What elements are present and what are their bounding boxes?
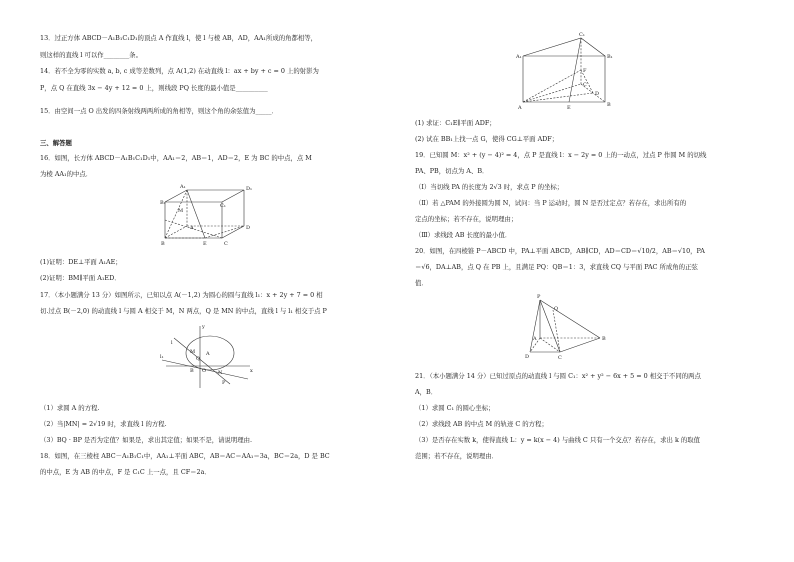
q19-line-2: PA、PB，切点为 A、B． [415, 167, 489, 175]
q21-part-3: （3）是否存在实数 k，使得直线 L：y = k(x − 4) 与曲线 C 只有一个交点？若存在，求出 k 的取值 [415, 436, 701, 444]
fig17-label-A: A [206, 351, 210, 357]
q19-part-2-cont: 定点的坐标；若不存在，说明理由； [415, 215, 518, 223]
fig20-label-P: P [537, 294, 541, 300]
q16-part-1: (1)证明：DE⊥平面 A₁AE； [40, 258, 122, 266]
fig18-label-B: B [607, 102, 611, 108]
fig17-label-l: l [171, 340, 173, 346]
q18-line-2: 的中点，E 为 AB 的中点，F 是 C₁C 上一点，且 CF＝2a． [40, 468, 211, 476]
figure-18-prism [515, 32, 625, 110]
fig16-label-B1: B₁ [160, 200, 166, 206]
right-column [415, 0, 775, 562]
q18-line-1: 18．如图，在三棱柱 ABC－A₁B₁C₁中，AA₁⊥平面 ABC，AB＝AC＝AA₁＝3a，BC＝2a，D 是 BC [40, 452, 330, 460]
q13-line-1: 13．过正方体 ABCD－A₁B₁C₁D₁的顶点 A 作直线 l，使 l 与棱 AB，AD，AA₁所成的角都相等， [40, 34, 318, 42]
fig18-label-A1: A₁ [516, 54, 522, 60]
fig17-label-x: x [250, 368, 253, 374]
fig16-label-C1: C₁ [220, 203, 226, 209]
q17-part-2: （2）当|MN| = 2√19 时，求直线 l 的方程. [40, 420, 167, 428]
fig16-label-D1: D₁ [246, 186, 253, 192]
q17-part-1: （1）求圆 A 的方程. [40, 404, 100, 412]
fig20-label-B: B [602, 336, 606, 342]
figure-17-circle [160, 322, 260, 392]
fig17-label-y: y [202, 324, 205, 330]
fig16-label-B: B [161, 241, 165, 247]
fig18-label-A: A [518, 105, 522, 111]
q19-part-2: （Ⅱ）若 △PAM 的外接圆为圆 N，试问：当 P 运动时，圆 N 是否过定点？若存在，求出所有的 [415, 199, 687, 207]
q16-line-2: 为棱 AA₁的中点． [40, 170, 93, 178]
q16-part-2: (2)证明：BM∥平面 A₁ED． [40, 274, 121, 282]
figure-16-cuboid [160, 182, 270, 248]
q14-line-1: 14．若不全为零的实数 a, b, c 成等差数列，点 A(1,2) 在动直线 l：ax + by + c = 0 上的射影为 [40, 67, 319, 75]
q20-line-3: 值． [415, 279, 428, 287]
left-column [40, 0, 400, 562]
fig18-label-B1: B₁ [607, 54, 613, 60]
fig20-label-C: C [558, 355, 562, 361]
fig17-label-N: N [218, 370, 223, 376]
fig17-label-O: O [202, 368, 207, 374]
fig16-label-D: D [246, 225, 251, 231]
q19-line-1: 19．已知圆 M：x² + (y − 4)² = 4，点 P 是直线 l：x − 2y = 0 上的一动点，过点 P 作圆 M 的切线 [415, 151, 707, 159]
q18-part-2: (2) 试在 BB₁上找一点 G，使得 CG⊥平面 ADF； [415, 135, 559, 143]
q19-part-1: （Ⅰ）当切线 PA 的长度为 2√3 时，求点 P 的坐标； [415, 183, 564, 191]
fig17-label-B: B [190, 368, 194, 374]
fig20-label-Q: Q [554, 306, 559, 312]
fig20-label-D: D [525, 354, 530, 360]
q14-line-2: P，点 Q 在直线 3x − 4y + 12 = 0 上，则线段 PQ 长度的最小值是__________ [40, 84, 268, 92]
q17-line-2: 切.过点 B(－2,0) 的动直线 l 与圆 A 相交于 M，N 两点，Q 是 MN 的中点，直线 l 与 l₁ 相交于点 P [40, 307, 327, 315]
q21-line-1: 21．（本小题满分 14 分）已知过原点的动直线 l 与圆 C₁：x² + y² − 6x + 5 = 0 相交于不同的两点 [415, 372, 701, 380]
fig16-label-M: M [178, 208, 184, 214]
q18-part-1: (1) 求证：C₁E∥平面 ADF； [415, 119, 496, 127]
q21-part-3-cont: 范围；若不存在，说明理由． [415, 452, 499, 460]
fig18-label-C: C [583, 82, 587, 88]
fig17-label-P: P [222, 380, 226, 386]
q21-line-2: A，B． [415, 388, 438, 396]
fig16-label-A1: A₁ [180, 184, 186, 190]
fig16-label-C: C [224, 241, 228, 247]
fig17-label-Q: Q [196, 356, 201, 362]
fig17-label-l1: l₁ [160, 354, 164, 360]
fig17-label-M: M [190, 349, 196, 355]
q20-line-2: ＝√6，DA⊥AB，点 Q 在 PB 上，且满足 PQ：QB＝1：3，求直线 CQ 与平面 PAC 所成角的正弦 [415, 263, 698, 271]
q19-part-3: （Ⅲ）求线段 AB 长度的最小值． [415, 231, 512, 239]
fig20-label-A: A [533, 336, 537, 342]
q16-line-1: 16．如图，长方体 ABCD－A₁B₁C₁D₁中，AA₁＝2，AB＝1，AD＝2，E 为 BC 的中点，点 M [40, 154, 312, 162]
figure-20-pyramid [520, 294, 610, 362]
fig18-label-C1: C₁ [579, 32, 585, 38]
q20-line-1: 20．如图，在四棱锥 P－ABCD 中，PA⊥平面 ABCD，AB∥CD，AD＝CD＝√10/2，AB＝√10，PA [415, 247, 705, 255]
fig18-label-E: E [567, 105, 571, 111]
q15-line: 15．由空间一点 O 出发的四条射线两两所成的角相等，则这个角的余弦值为_____． [40, 107, 278, 115]
fig16-label-E: E [203, 241, 207, 247]
q13-line-2: 则这样的直线 l 可以作________条。 [40, 51, 142, 59]
q17-line-1: 17．（本小题满分 13 分）如图所示，已知以点 A(－1,2) 为圆心的圆与直线 l₁：x + 2y + 7 = 0 相 [40, 291, 323, 299]
fig16-label-A: A [190, 225, 194, 231]
fig18-label-D: D [595, 91, 600, 97]
q21-part-1: （1）求圆 C₁ 的圆心坐标； [415, 404, 495, 412]
section-heading: 三、解答题 [40, 139, 72, 147]
fig18-label-F: F [583, 68, 587, 74]
q21-part-2: （2）求线段 AB 的中点 M 的轨迹 C 的方程； [415, 420, 548, 428]
q17-part-3: （3）BQ · BP 是否为定值？如果是，求出其定值；如果不是，请说明理由. [40, 436, 253, 444]
